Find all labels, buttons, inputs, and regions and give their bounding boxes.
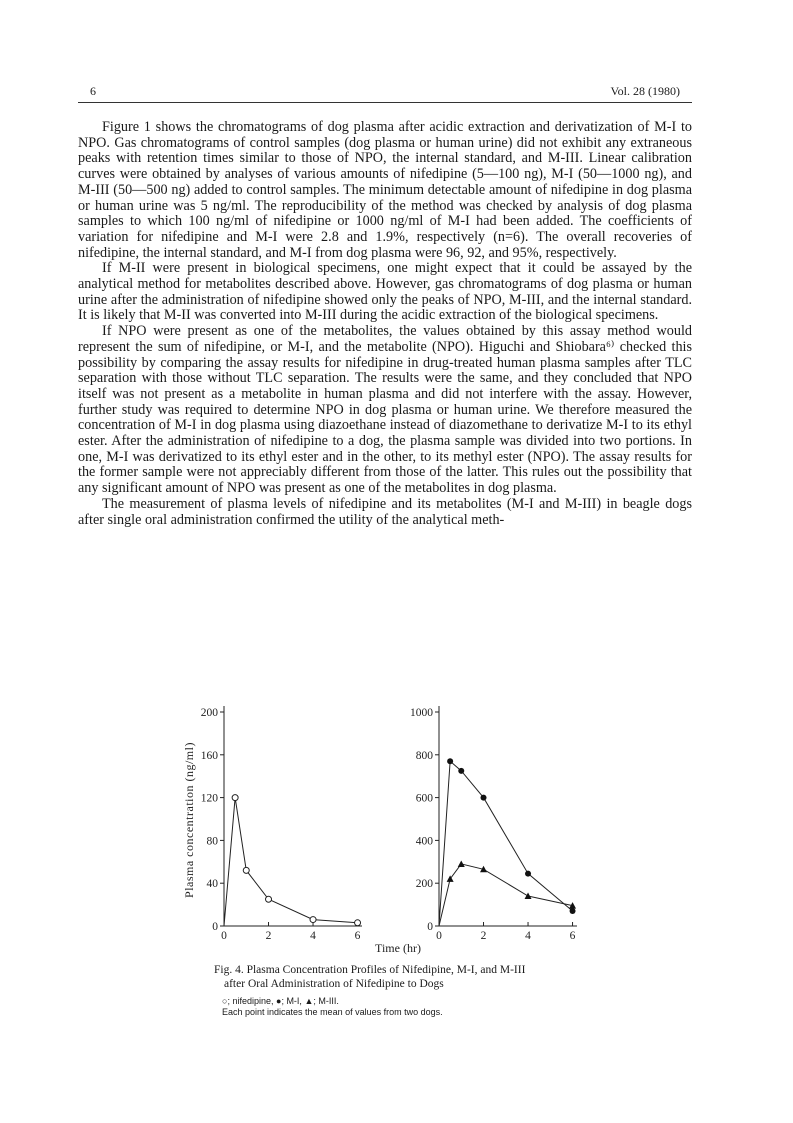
y-tick-label: 0 — [427, 921, 433, 933]
y-tick-label: 600 — [415, 792, 433, 805]
x-tick-label: 0 — [436, 930, 442, 942]
y-axis-label: Plasma concentration (ng/ml) — [182, 742, 196, 898]
x-tick-label: 2 — [480, 930, 487, 942]
data-point — [310, 917, 316, 923]
y-tick-label: 200 — [200, 707, 218, 719]
y-tick-label: 40 — [206, 878, 218, 891]
data-point — [525, 893, 532, 900]
data-point — [458, 860, 465, 867]
figure-legend — [222, 996, 443, 1018]
y-tick-label: 200 — [415, 878, 433, 891]
figure-caption — [214, 964, 614, 991]
data-point — [525, 871, 531, 877]
data-point — [447, 758, 453, 764]
data-point — [355, 920, 361, 926]
legend-nifedipine: ; nifedipine, — [227, 996, 274, 1006]
y-tick-label: 1000 — [410, 707, 433, 719]
x-tick-label: 4 — [525, 930, 531, 942]
data-point — [243, 867, 249, 873]
filled-triangle-icon: ▲ — [304, 996, 314, 1006]
x-tick-label: 6 — [354, 930, 361, 942]
page-number: 6 — [90, 84, 96, 98]
x-tick-label: 2 — [265, 930, 272, 942]
series-line — [224, 798, 358, 926]
x-tick-label: 4 — [310, 930, 316, 942]
y-tick-label: 160 — [200, 749, 218, 762]
caption-line-1: Fig. 4. Plasma Concentration Profiles of Nifedipine, M-I, and M-III — [214, 964, 526, 976]
volume-label: Vol. 28 (1980) — [610, 84, 680, 98]
chart-2 — [410, 706, 577, 942]
x-axis-label: Time (hr) — [375, 941, 421, 955]
data-point — [458, 768, 464, 774]
data-point — [266, 896, 272, 902]
data-point — [570, 908, 576, 914]
y-tick-label: 400 — [415, 835, 433, 848]
series-line — [439, 864, 573, 926]
y-tick-label: 120 — [200, 792, 218, 805]
data-point — [232, 795, 238, 801]
legend-m1: ; M-I, — [281, 996, 302, 1006]
legend-m3: ; M-III. — [313, 996, 339, 1006]
paragraph: The measurement of plasma levels of nifedipine and its metabolites (M-I and M-III) in beagle dogs after single oral administration confirmed the utility of the analytical meth- — [78, 495, 692, 528]
y-tick-label: 80 — [206, 835, 218, 848]
y-tick-label: 0 — [212, 921, 218, 933]
y-tick-label: 800 — [415, 749, 433, 762]
x-tick-label: 6 — [569, 930, 576, 942]
data-point — [481, 795, 487, 801]
paragraph: If NPO were present as one of the metabolites, the values obtained by this assay method would represent the sum of nifedipine, or M-I, and the metabolite (NPO). Higuchi and Shiobara⁶⁾ checked this possibility by comparing the assay results for nifedipine in drug-treated human plasma samples after TLC separation with those without TLC separation. The results were the same, and they concluded that NPO itself was not present as a metabolite in human plasma and did not interfere with the assay. However, further study was required to determine NPO in dog plasma or human urine. We therefore measured the concentration of M-I in dog plasma using diazoethane instead of diazomethane to derivatize M-I to its ethyl ester. After the administration of nifedipine to a dog, the plasma sample was divided into two portions. In one, M-I was derivatized to its ethyl ester and in the other, to its methyl ester (NPO). The assay results for the former sample were not appreciably different from those of the latter. This rules out the possibility that any significant amount of NPO was present as one of the metabolites in dog plasma. — [78, 323, 692, 497]
chart-1 — [201, 706, 362, 942]
paragraph: If M-II were present in biological specimens, one might expect that it could be assayed by the analytical method for metabolites described above. However, gas chromatograms of dog plasma or human urine after the administration of nifedipine showed only the peaks of NPO, M-III, and the internal standard. It is likely that M-II was converted into M-III during the acidic extraction of the biological specimens. — [78, 260, 692, 324]
legend-note: Each point indicates the mean of values from two dogs. — [222, 1007, 443, 1017]
filled-circle-icon: ● — [276, 996, 282, 1006]
open-circle-icon: ○ — [222, 996, 228, 1006]
paragraph: Figure 1 shows the chromatograms of dog plasma after acidic extraction and derivatization of M-I to NPO. Gas chromatograms of control samples (dog plasma or human urine) did not exhibit any extraneous peaks with retention times similar to those of NPO, the internal standard, and M-III. Linear calibration curves were obtained by analyses of various amounts of nifedipine (5—100 ng), M-I (50—1000 ng), and M-III (50—500 ng) added to control samples. The minimum detectable amount of nifedipine in dog plasma or human urine was 5 ng/ml. The reproducibility of the method was checked by analysis of dog plasma samples to which 100 ng/ml of nifedipine or 1000 ng/ml of M-I had been added. The coefficients of variation for nifedipine and M-I were 2.8 and 1.9%, respectively (n=6). The overall recoveries of nifedipine, the internal standard, and M-I from dog plasma were 96, 92, and 95%, respectively. — [78, 119, 692, 261]
x-tick-label: 0 — [221, 930, 227, 942]
caption-line-2: after Oral Administration of Nifedipine to Dogs — [224, 977, 444, 990]
